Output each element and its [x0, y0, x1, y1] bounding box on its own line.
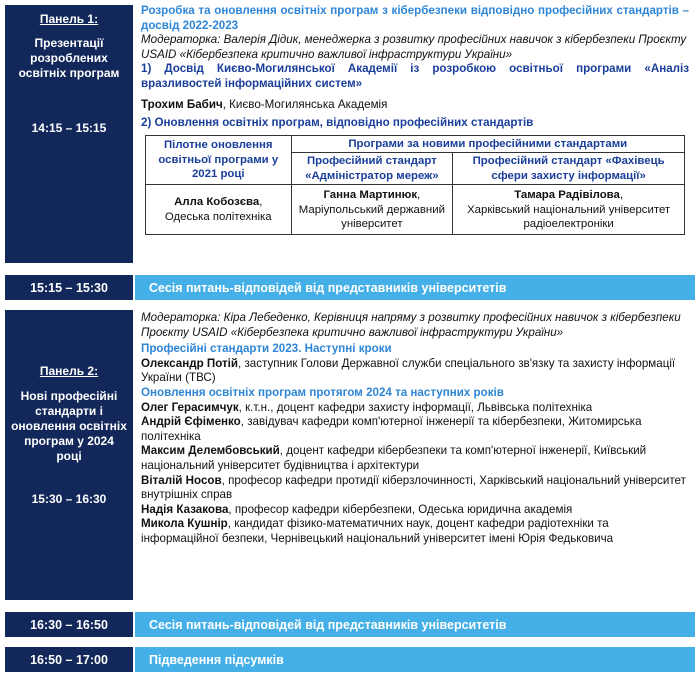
- panel2-speaker: [141, 401, 689, 416]
- panel1-subtitle: Презентації розроблених освітніх програм: [18, 36, 120, 80]
- cell-org: Одеська політехніка: [164, 210, 272, 223]
- speaker-name: Андрій Єфіменко: [141, 415, 241, 429]
- panel2-time: 15:30 – 16:30: [31, 492, 107, 506]
- panel2-speaker: [141, 357, 689, 386]
- qa2-label: Сесія питань-відповідей від представників університетів: [135, 612, 695, 637]
- panel1-title: Панель 1:: [39, 12, 99, 26]
- panel2-speaker: [141, 517, 689, 546]
- cell-name: Тамара Радівілова: [514, 189, 620, 201]
- panel1-item1: 1) Досвід Києво-Могилянської Академії із розробкою освітньої програми «Аналіз вразливостей інформаційних систем»: [141, 62, 689, 90]
- panel2-speaker: [141, 444, 689, 473]
- cell-name: Алла Кобозєва: [174, 196, 260, 209]
- panel2-subtitle: Нові професійні стандарти і оновлення освітніх програм у 2024 році: [11, 389, 127, 463]
- table-col2-header: Професійний стандарт «Адміністратор мереж»: [291, 153, 453, 185]
- cell-org: Маріупольський державний університет: [298, 203, 445, 230]
- speaker-name: Віталій Носов: [141, 473, 222, 487]
- speaker-name: Олег Герасимчук: [141, 400, 239, 414]
- table-col1-header: Пілотне оновлення освітньої програми у 2021 році: [146, 135, 292, 185]
- table-cell-3: Тамара Радівілова, Харківський національний університет радіоелектроніки: [453, 185, 685, 235]
- speaker-name: Надія Казакова: [141, 502, 229, 516]
- panel2-moderator: Модераторка: Кіра Лебеденко, Керівниця напряму з розвитку професійних навичок з кібербезпеки Проєкту USAID «Кібербезпека критично важливої інфраструктури України»: [141, 311, 681, 339]
- panel2-speaker: [141, 474, 689, 503]
- panel1-heading: Розробка та оновлення освітніх програм з кібербезпеки відповідно професійних стандартів – досвід 2022-2023: [141, 4, 689, 32]
- cell-name: Ганна Мартинюк: [323, 189, 418, 201]
- panel1-speaker1: [141, 98, 689, 113]
- panel1-time: 14:15 – 15:15: [31, 121, 107, 135]
- panel2-label-cell: [5, 310, 133, 600]
- panel2-title: Панель 2:: [39, 364, 99, 378]
- table-group-header: Програми за новими професійними стандартами: [291, 135, 684, 153]
- speaker-detail: , завідувач кафедри комп'ютерної інженерії та кібербезпеки, Житомирська політехніка: [141, 415, 642, 443]
- speaker-detail: , заступник Голови Державної служби спеціального зв'язку та захисту інформації України (ТВС): [141, 356, 676, 385]
- panel2-speaker: [141, 503, 689, 518]
- speaker-name: Олександр Потій: [141, 356, 239, 370]
- qa2-time: 16:30 – 16:50: [5, 612, 133, 637]
- panel1-item2: 2) Оновлення освітніх програм, відповідно професійних стандартів: [141, 116, 534, 130]
- qa1-label: Сесія питань-відповідей від представників університетів: [135, 275, 695, 300]
- speaker-detail: , к.т.н., доцент кафедри захисту інформації, Львівська політехніка: [238, 400, 593, 414]
- cell-org: Харківський національний університет радіоелектроніки: [467, 203, 671, 230]
- panel1-content: [141, 4, 689, 266]
- speaker-org: , Києво-Могилянська Академія: [222, 97, 388, 111]
- programs-table: [145, 135, 685, 236]
- panel2-sub2: Оновлення освітніх програм протягом 2024 та наступних років: [141, 385, 504, 399]
- speaker-detail: , доцент кафедри кібербезпеки та комп'ютерної інженерії, Київський національний університет будівництва і архітектури: [141, 444, 647, 472]
- table-col3-header: Професійний стандарт «Фахівець сфери захисту інформації»: [453, 153, 685, 185]
- panel1-moderator: Модераторка: Валерія Дідик, менеджерка з розвитку професійних навичок з кібербезпеки Проєкту USAID «Кібербезпека критично важливої інфраструктури України»: [141, 33, 687, 61]
- speaker-name: Максим Делембовський: [141, 444, 280, 458]
- qa1-time: 15:15 – 15:30: [5, 275, 133, 300]
- panel1-label-cell: [5, 5, 133, 263]
- speaker-detail: , кандидат фізико-математичних наук, доцент кафедри радіотехніки та інформаційної безпеки, Чернівецький національний університет імені Юрія Федьковича: [141, 517, 614, 545]
- panel2-content: [141, 311, 689, 601]
- closing-label: Підведення підсумків: [135, 647, 695, 672]
- speaker-detail: , професор кафедри протидії кіберзлочинності, Харківський національний університет внутрішніх справ: [141, 473, 686, 502]
- speaker-name: Микола Кушнір: [141, 517, 228, 531]
- table-cell-1: Алла Кобозєва, Одеська політехніка: [146, 185, 292, 235]
- speaker-detail: , професор кафедри кібербезпеки, Одеська юридична академія: [228, 502, 573, 516]
- panel1-table-wrap: [145, 135, 685, 236]
- closing-time: 16:50 – 17:00: [5, 647, 133, 672]
- table-cell-2: Ганна Мартинюк, Маріупольський державний університет: [291, 185, 453, 235]
- panel2-speaker: [141, 415, 689, 444]
- speaker-name: Трохим Бабич: [141, 97, 223, 111]
- panel2-sub1: Професійні стандарти 2023. Наступні кроки: [141, 342, 392, 356]
